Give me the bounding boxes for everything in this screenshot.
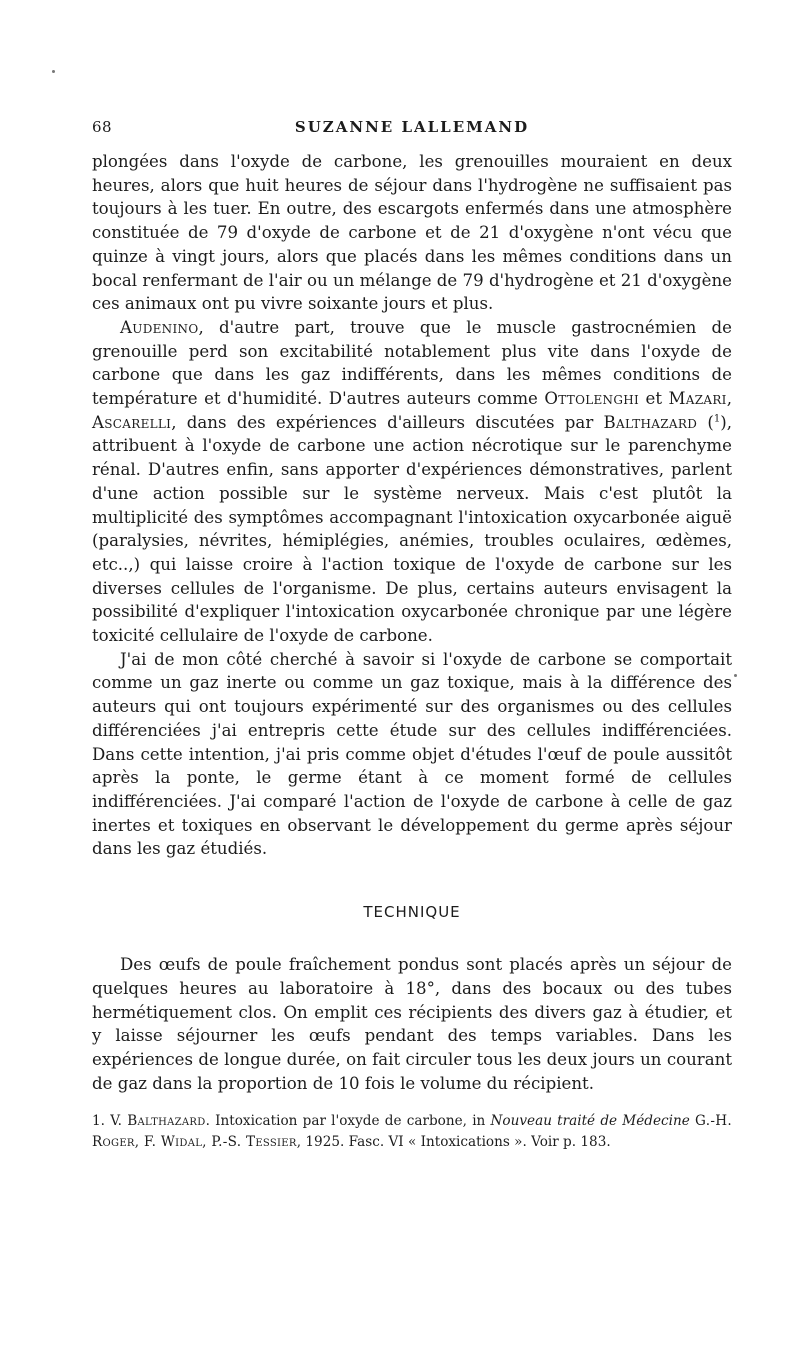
- author-name: Mazari: [668, 389, 727, 409]
- paragraph-text: , dans des expériences d'ailleurs discutées par: [171, 412, 604, 432]
- footnote-text: V.: [104, 1113, 128, 1130]
- paragraph-text: , attribuent à l'oxyde de carbone une action nécrotique sur le parenchyme rénal. D'autres enfin, sans apporter d'expériences démonstratives, parlent d'une action possible sur le système nerveux. Mais c'est plutôt la multiplicité des symptômes accompagnant l'intoxication oxycarbonée aiguë (paralysies, névrites, hémiplégies, anémies, troubles oculaires, œdèmes, etc..,) qui laisse croire à l'action toxique de l'oxyde de carbone sur les diverses cellules de l'organisme. De plus, certains auteurs envisagent la possibilité d'expliquer l'intoxication oxycarbonée chronique par une légère toxicité cellulaire de l'oxyde de carbone.: [92, 412, 732, 646]
- scan-speck: [52, 70, 55, 73]
- paragraph-3: J'ai de mon côté cherché à savoir si l'oxyde de carbone se comportait comme un gaz inerte ou comme un gaz toxique, mais à la différence des auteurs qui ont toujours expérimenté sur des organismes ou des cellules différenciées j'ai entrepris cette étude sur des cellules indifférenciées. Dans cette intention, j'ai pris comme objet d'études l'œuf de poule aussitôt après la ponte, le germe étant à ce moment formé de cellules indifférenciées. J'ai comparé l'action de l'oxyde de carbone à celle de gaz inertes et toxiques en observant le développement du germe après séjour dans les gaz étudiés.: [92, 649, 732, 859]
- footnote-text: . Intoxication par l'oxyde de carbone, in: [205, 1113, 491, 1130]
- footnote-number: 1.: [92, 1113, 105, 1130]
- paragraph-text: , d'autre part, trouve que le muscle gastrocnémien de grenouille perd son excitabilité notablement plus vite dans l'oxyde de carbone que dans les gaz indifférents, dans les mêmes conditions de température et d'humidité. D'autres auteurs comme: [92, 317, 732, 409]
- paragraph-text: ,: [726, 389, 732, 409]
- book-title: Nouveau traité de Médecine: [490, 1113, 690, 1130]
- paragraph-4: Des œufs de poule fraîchement pondus sont placés après un séjour de quelques heures au laboratoire à 18°, dans des bocaux ou des tubes hermétiquement clos. On emplit ces récipients des divers gaz à étudier, et y laisse séjourner les œufs pendant des temps variables. Dans les expériences de longue durée, on fait circuler tous les deux jours un courant de gaz dans la proportion de 10 fois le volume du récipient.: [92, 955, 732, 1093]
- editor-names: G.-H. Roger, F. Widal, P.-S. Tessier: [92, 1113, 732, 1150]
- footnote-reference[interactable]: 1: [713, 413, 721, 425]
- footnote-text: , 1925. Fasc. VI « Intoxications ». Voir p. 183.: [296, 1133, 611, 1150]
- paragraph-1: plongées dans l'oxyde de carbone, les grenouilles mouraient en deux heures, alors que huit heures de séjour dans l'hydrogène ne suffisaient pas toujours à les tuer. En outre, des escargots enfermés dans une atmosphère constituée de 79 d'oxyde de carbone et de 21 d'oxygène n'ont vécu que quinze à vingt jours, alors que placés dans les mêmes conditions dans un bocal renfermant de l'air ou un mélange de 79 d'hydrogène et 21 d'oxygène ces animaux ont pu vivre soixante jours et plus.: [92, 152, 732, 314]
- author-name: Balthazard: [603, 412, 698, 432]
- author-name: Ascarelli: [92, 412, 172, 432]
- footnote-1: [92, 1111, 732, 1152]
- document-page: [92, 118, 732, 1152]
- scan-speck: [734, 674, 737, 677]
- section-heading: TECHNIQUE: [363, 903, 461, 922]
- author-name: Audenino: [120, 317, 199, 337]
- paragraph-text: et: [639, 389, 669, 409]
- author-name: Balthazard: [127, 1113, 206, 1130]
- footnote-area: [92, 1111, 732, 1152]
- paragraph-2: Audenino, d'autre part, trouve que le muscle gastrocnémien de grenouille perd son excitabilité notablement plus vite dans l'oxyde de carbone que dans les gaz indifférents, dans les mêmes conditions de température et d'humidité. D'autres auteurs comme Ottolenghi et Mazari, Ascarelli, dans des expériences d'ailleurs discutées par Balthazard ($^1$), attribuent à l'oxyde de carbone une action nécrotique sur le parenchyme rénal. D'autres enfin, sans apporter d'expériences démonstratives, parlent d'une action possible sur le système nerveux. Mais c'est plutôt la multiplicité des symptômes accompagnant l'intoxication oxycarbonée aiguë (paralysies, névrites, hémiplégies, anémies, troubles oculaires, œdèmes, etc..,) qui laisse croire à l'action toxique de l'oxyde de carbone sur les diverses cellules de l'organisme. De plus, certains auteurs envisagent la possibilité d'expliquer l'intoxication oxycarbonée chronique par une légère toxicité cellulaire de l'oxyde de carbone.: [92, 317, 732, 646]
- running-title: SUZANNE LALLEMAND: [294, 118, 530, 136]
- running-header: [92, 118, 732, 148]
- author-name: Ottolenghi: [544, 389, 640, 409]
- page-number: 68: [92, 118, 113, 136]
